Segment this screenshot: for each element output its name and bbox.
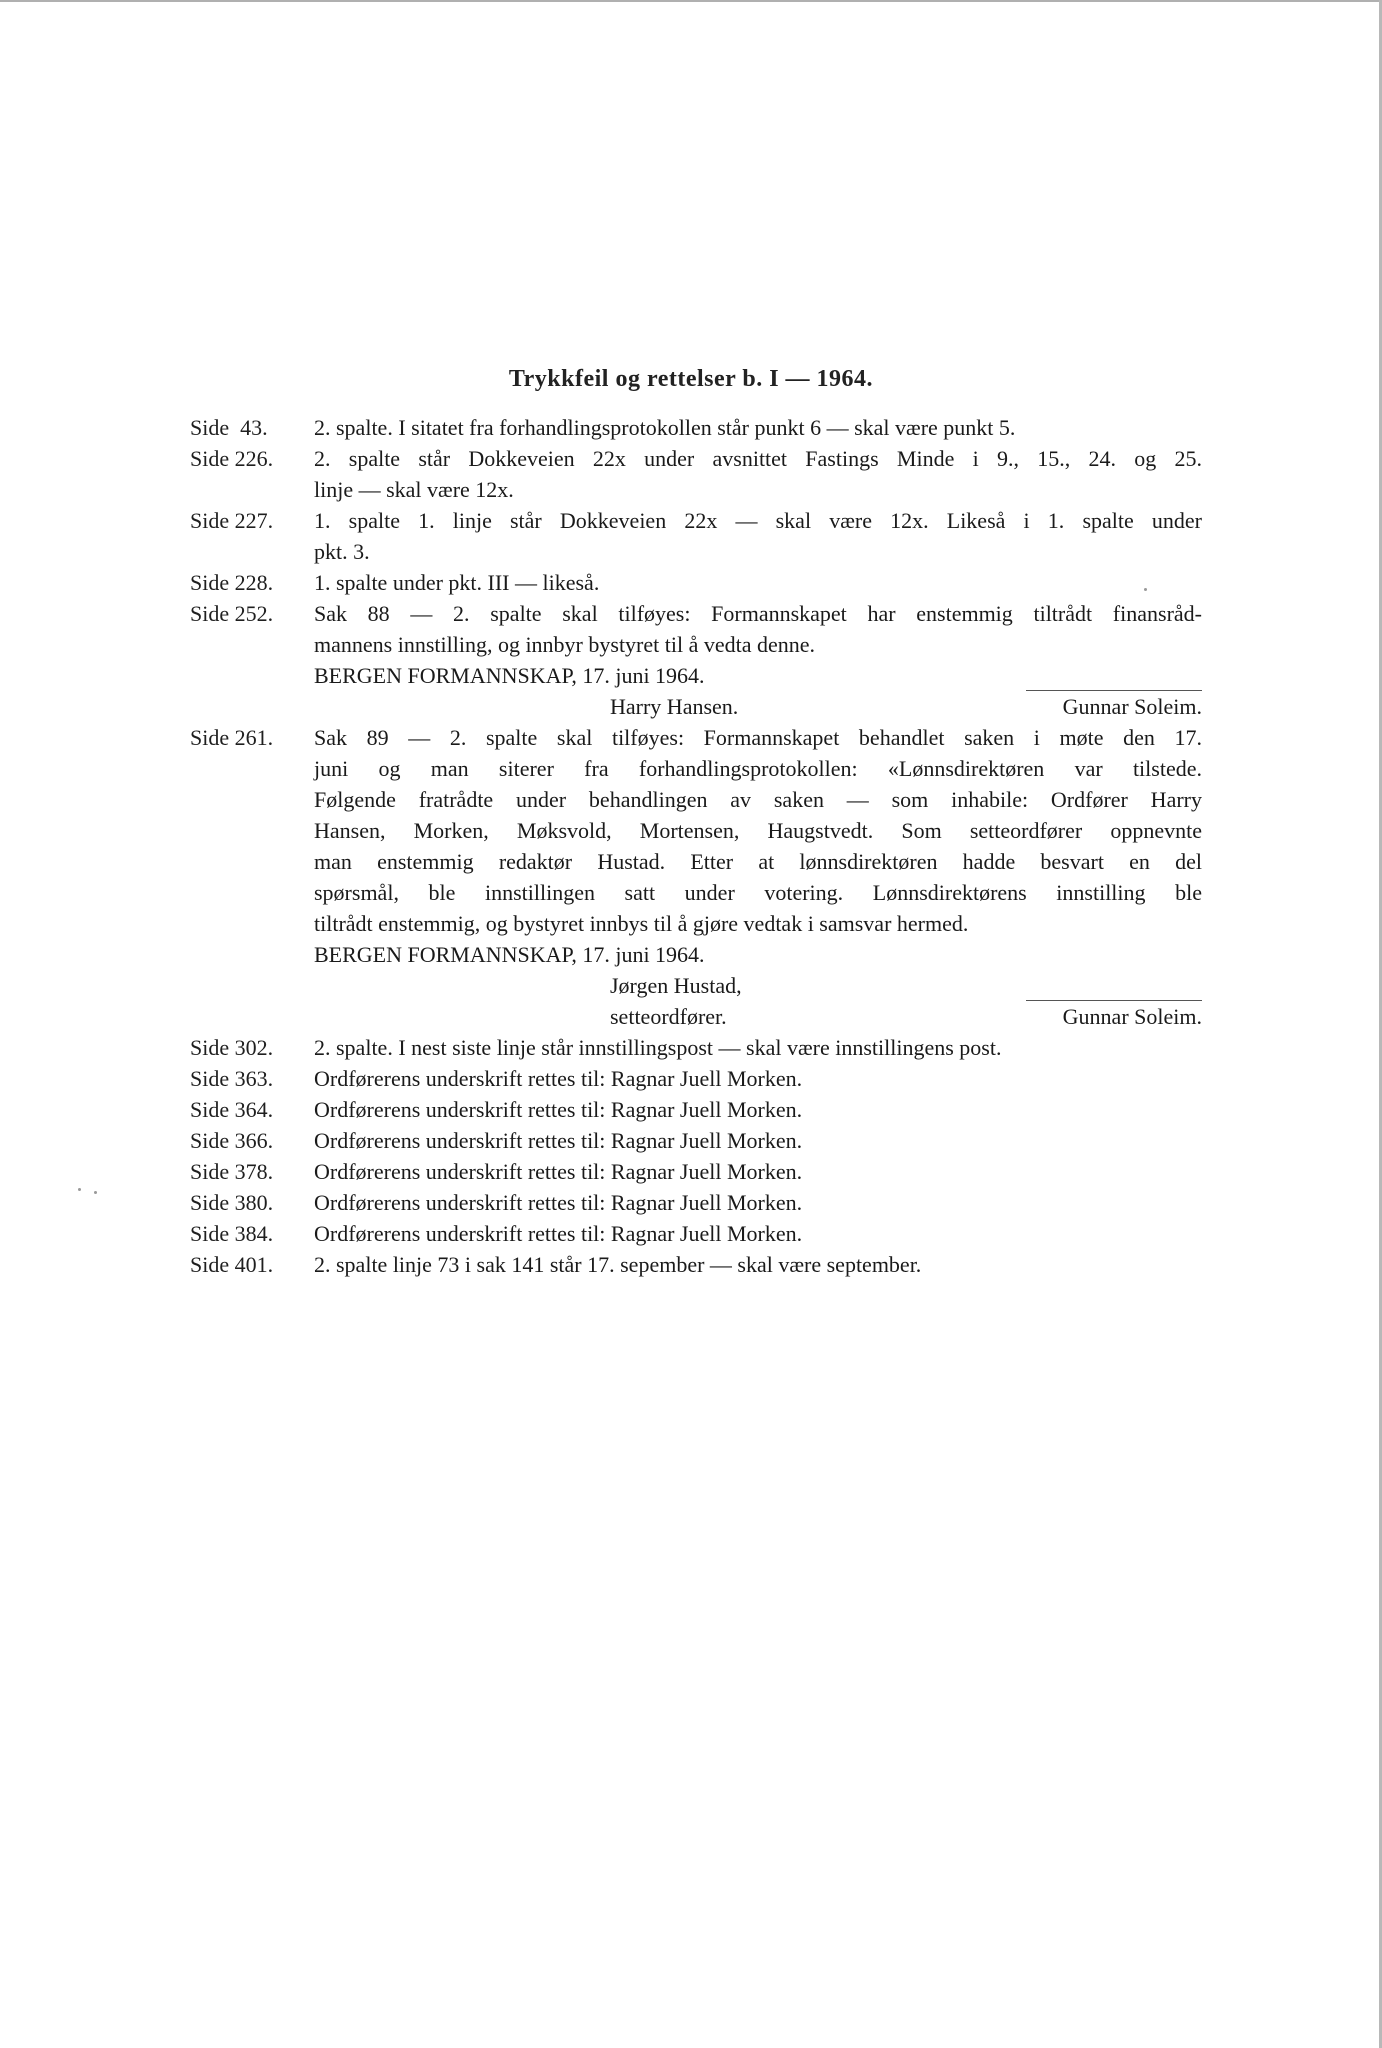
- entry-line: Hansen, Morken, Møksvold, Mortensen, Haugstvedt. Som setteordfører oppnevnte: [314, 818, 1202, 843]
- errata-entry: [0, 412, 1382, 443]
- scan-speck: [94, 1191, 97, 1194]
- page-reference: Side 261.: [190, 725, 274, 750]
- entry-line: Sak 89 — 2. spalte skal tilføyes: Formannskapet behandlet saken i møte den 17.: [314, 725, 1202, 750]
- errata-entry: [0, 505, 1382, 567]
- page-reference: Side 228.: [190, 570, 274, 595]
- errata-entry: [0, 443, 1382, 505]
- entry-line: tiltrådt enstemmig, og bystyret innbys til å gjøre vedtak i samsvar hermed.: [314, 911, 969, 936]
- errata-entry: [0, 1187, 1382, 1218]
- signature-line: [314, 691, 1202, 722]
- entry-text: [314, 722, 1202, 1032]
- entry-text: [314, 412, 1202, 443]
- page-reference: Side 366.: [190, 1128, 274, 1153]
- errata-list: [0, 412, 1382, 1280]
- signature-name-line: [314, 970, 1202, 1001]
- entry-line: Følgende fratrådte under behandlingen av saken — som inhabile: Ordfører Harry: [314, 787, 1202, 812]
- entry-line: 2. spalte linje 73 i sak 141 står 17. sepember — skal være september.: [314, 1252, 922, 1277]
- signature-line: [314, 1001, 1202, 1032]
- entry-line: linje — skal være 12x.: [314, 477, 514, 502]
- errata-entry: [0, 1063, 1382, 1094]
- signature-chairman: Harry Hansen.: [610, 694, 739, 719]
- entry-line: Ordførerens underskrift rettes til: Ragnar Juell Morken.: [314, 1221, 803, 1246]
- entry-line: Ordførerens underskrift rettes til: Ragnar Juell Morken.: [314, 1190, 803, 1215]
- entry-text: [314, 505, 1202, 567]
- page-reference: Side 401.: [190, 1252, 274, 1277]
- errata-entry: [0, 1094, 1382, 1125]
- page-top-edge: [0, 0, 1382, 2]
- page-reference: Side 43.: [190, 415, 268, 440]
- errata-entry: [0, 722, 1382, 1032]
- entry-line: Ordførerens underskrift rettes til: Ragnar Juell Morken.: [314, 1097, 803, 1122]
- entry-text: [314, 598, 1202, 722]
- entry-line: man enstemmig redaktør Hustad. Etter at lønnsdirektøren hadde besvart en del: [314, 849, 1202, 874]
- entry-line: 2. spalte står Dokkeveien 22x under avsnittet Fastings Minde i 9., 15., 24. og 25.: [314, 446, 1202, 471]
- page-reference: Side 302.: [190, 1035, 274, 1060]
- page-title: Trykkfeil og rettelser b. I — 1964.: [508, 366, 874, 392]
- page-reference: Side 226.: [190, 446, 274, 471]
- errata-entry: [0, 1125, 1382, 1156]
- entry-line: Sak 88 — 2. spalte skal tilføyes: Formannskapet har enstemmig tiltrådt finansråd-: [314, 601, 1202, 626]
- entry-text: [314, 1125, 1202, 1156]
- entry-line: mannens innstilling, og innbyr bystyret til å vedta denne.: [314, 632, 816, 657]
- entry-text: [314, 1249, 1202, 1280]
- entry-line: juni og man siterer fra forhandlingsprotokollen: «Lønnsdirektøren var tilstede.: [314, 756, 1202, 781]
- errata-entry: [0, 1156, 1382, 1187]
- scan-speck: [78, 1188, 81, 1191]
- entry-line: Ordførerens underskrift rettes til: Ragnar Juell Morken.: [314, 1128, 803, 1153]
- entry-line: Ordførerens underskrift rettes til: Ragnar Juell Morken.: [314, 1066, 803, 1091]
- entry-line: pkt. 3.: [314, 539, 370, 564]
- errata-entry: [0, 1249, 1382, 1280]
- page-reference: Side 378.: [190, 1159, 274, 1184]
- entry-text: [314, 1187, 1202, 1218]
- signature-deputy-title: setteordfører.: [610, 1004, 727, 1029]
- entry-text: [314, 1218, 1202, 1249]
- errata-entry: [0, 1032, 1382, 1063]
- entry-line: 2. spalte. I nest siste linje står innstillingspost — skal være innstillingens post.: [314, 1035, 1002, 1060]
- page-reference: Side 252.: [190, 601, 274, 626]
- page-reference: Side 363.: [190, 1066, 274, 1091]
- errata-entry: [0, 598, 1382, 722]
- entry-text: [314, 443, 1202, 505]
- entry-line: 1. spalte under pkt. III — likeså.: [314, 570, 600, 595]
- errata-entry: [0, 1218, 1382, 1249]
- errata-entry: [0, 567, 1382, 598]
- entry-text: [314, 1063, 1202, 1094]
- signature-secretary: Gunnar Soleim.: [1062, 694, 1202, 719]
- entry-line: BERGEN FORMANNSKAP, 17. juni 1964.: [314, 942, 705, 967]
- signature-secretary: Gunnar Soleim.: [1062, 1004, 1202, 1029]
- page-reference: Side 384.: [190, 1221, 274, 1246]
- entry-line: BERGEN FORMANNSKAP, 17. juni 1964.: [314, 663, 705, 688]
- entry-text: [314, 567, 1202, 598]
- entry-line: 2. spalte. I sitatet fra forhandlingsprotokollen står punkt 6 — skal være punkt 5.: [314, 415, 1016, 440]
- entry-text: [314, 1156, 1202, 1187]
- scan-speck: [1144, 588, 1147, 591]
- entry-text: [314, 1032, 1202, 1063]
- page-reference: Side 380.: [190, 1190, 274, 1215]
- entry-line: spørsmål, ble innstillingen satt under votering. Lønnsdirektørens innstilling ble: [314, 880, 1202, 905]
- page-reference: Side 364.: [190, 1097, 274, 1122]
- page-reference: Side 227.: [190, 508, 274, 533]
- entry-line: Ordførerens underskrift rettes til: Ragnar Juell Morken.: [314, 1159, 803, 1184]
- entry-line: 1. spalte 1. linje står Dokkeveien 22x — skal være 12x. Likeså i 1. spalte under: [314, 508, 1202, 533]
- entry-text: [314, 1094, 1202, 1125]
- signature-deputy-name: Jørgen Hustad,: [610, 973, 742, 998]
